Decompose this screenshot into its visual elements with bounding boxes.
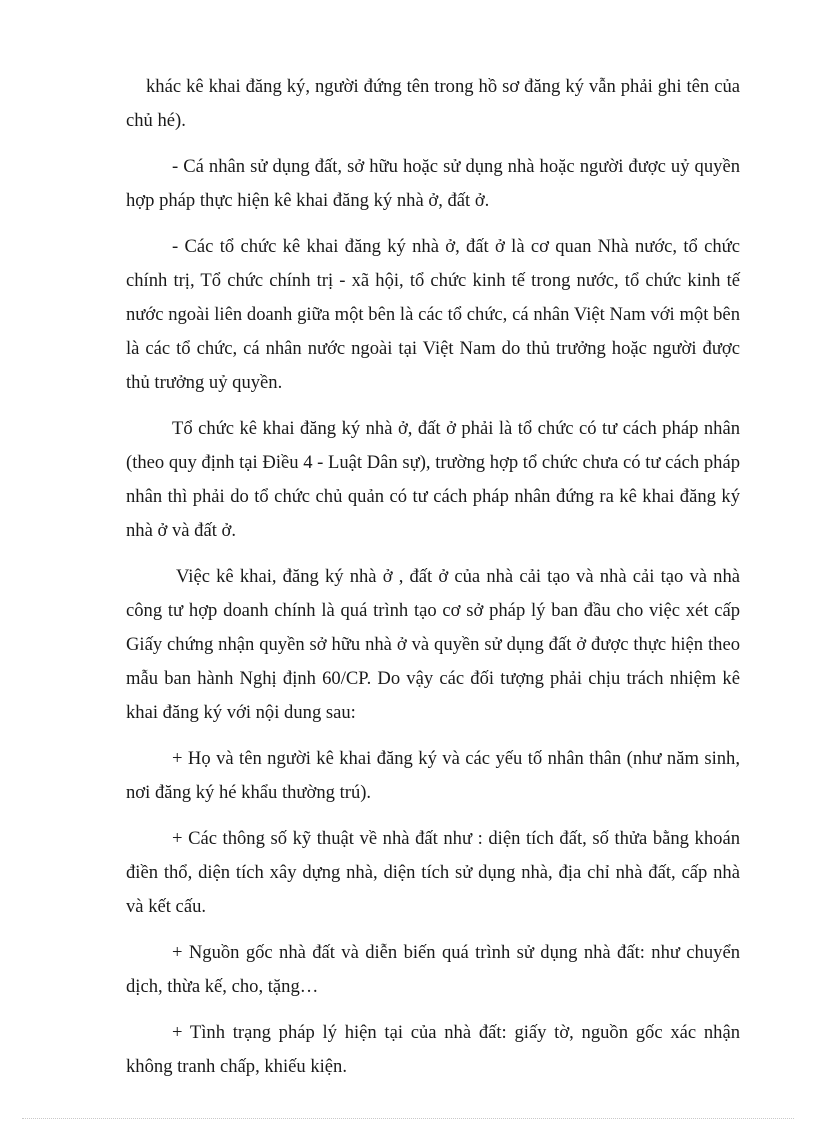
list-item-legal-status: + Tình trạng pháp lý hiện tại của nhà đất: giấy tờ, nguồn gốc xác nhận không tranh chấp, khiếu kiện. bbox=[126, 1022, 740, 1077]
list-item-personal-info: + Họ và tên người kê khai đăng ký và các yếu tố nhân thân (như năm sinh, nơi đăng ký hé khẩu thường trú). bbox=[126, 748, 740, 803]
list-item-origin-history: + Nguồn gốc nhà đất và diễn biến quá trình sử dụng nhà đất: như chuyển dịch, thừa kế, cho, tặng… bbox=[126, 942, 740, 997]
page-footer-divider bbox=[22, 1118, 794, 1119]
paragraph-individual-registrant: - Cá nhân sử dụng đất, sở hữu hoặc sử dụng nhà hoặc người được uỷ quyền hợp pháp thực hiện kê khai đăng ký nhà ở, đất ở. bbox=[126, 156, 740, 211]
paragraph-registration-process: Việc kê khai, đăng ký nhà ở , đất ở của nhà cải tạo và nhà cải tạo và nhà công tư hợp doanh chính là quá trình tạo cơ sở pháp lý ban đầu cho việc xét cấp Giấy chứng nhận quyền sở hữu nhà ở và quyền sử dụng đất ở được thực hiện theo mẫu ban hành Nghị định 60/CP. Do vậy các đối tượng phải chịu trách nhiệm kê khai đăng ký với nội dung sau: bbox=[126, 566, 740, 723]
document-body bbox=[126, 70, 740, 1096]
paragraph-continuation: khác kê khai đăng ký, người đứng tên trong hồ sơ đăng ký vẫn phải ghi tên của chủ hé). bbox=[126, 76, 740, 131]
list-item-technical-specs: + Các thông số kỹ thuật về nhà đất như : diện tích đất, số thửa bằng khoán điền thổ, diện tích xây dựng nhà, diện tích sử dụng nhà, địa chỉ nhà đất, cấp nhà và kết cấu. bbox=[126, 828, 740, 917]
paragraph-organization-registrant: - Các tổ chức kê khai đăng ký nhà ở, đất ở là cơ quan Nhà nước, tổ chức chính trị, Tổ chức chính trị - xã hội, tổ chức kinh tế trong nước, tổ chức kinh tế nước ngoài liên doanh giữa một bên là các tổ chức, cá nhân Việt Nam với một bên là các tổ chức, cá nhân nước ngoài tại Việt Nam do thủ trưởng hoặc người được thủ trưởng uỷ quyền. bbox=[126, 236, 740, 393]
paragraph-legal-entity: Tổ chức kê khai đăng ký nhà ở, đất ở phải là tổ chức có tư cách pháp nhân (theo quy định tại Điều 4 - Luật Dân sự), trường hợp tổ chức chưa có tư cách pháp nhân thì phải do tổ chức chủ quản có tư cách pháp nhân đứng ra kê khai đăng ký nhà ở và đất ở. bbox=[126, 418, 740, 541]
